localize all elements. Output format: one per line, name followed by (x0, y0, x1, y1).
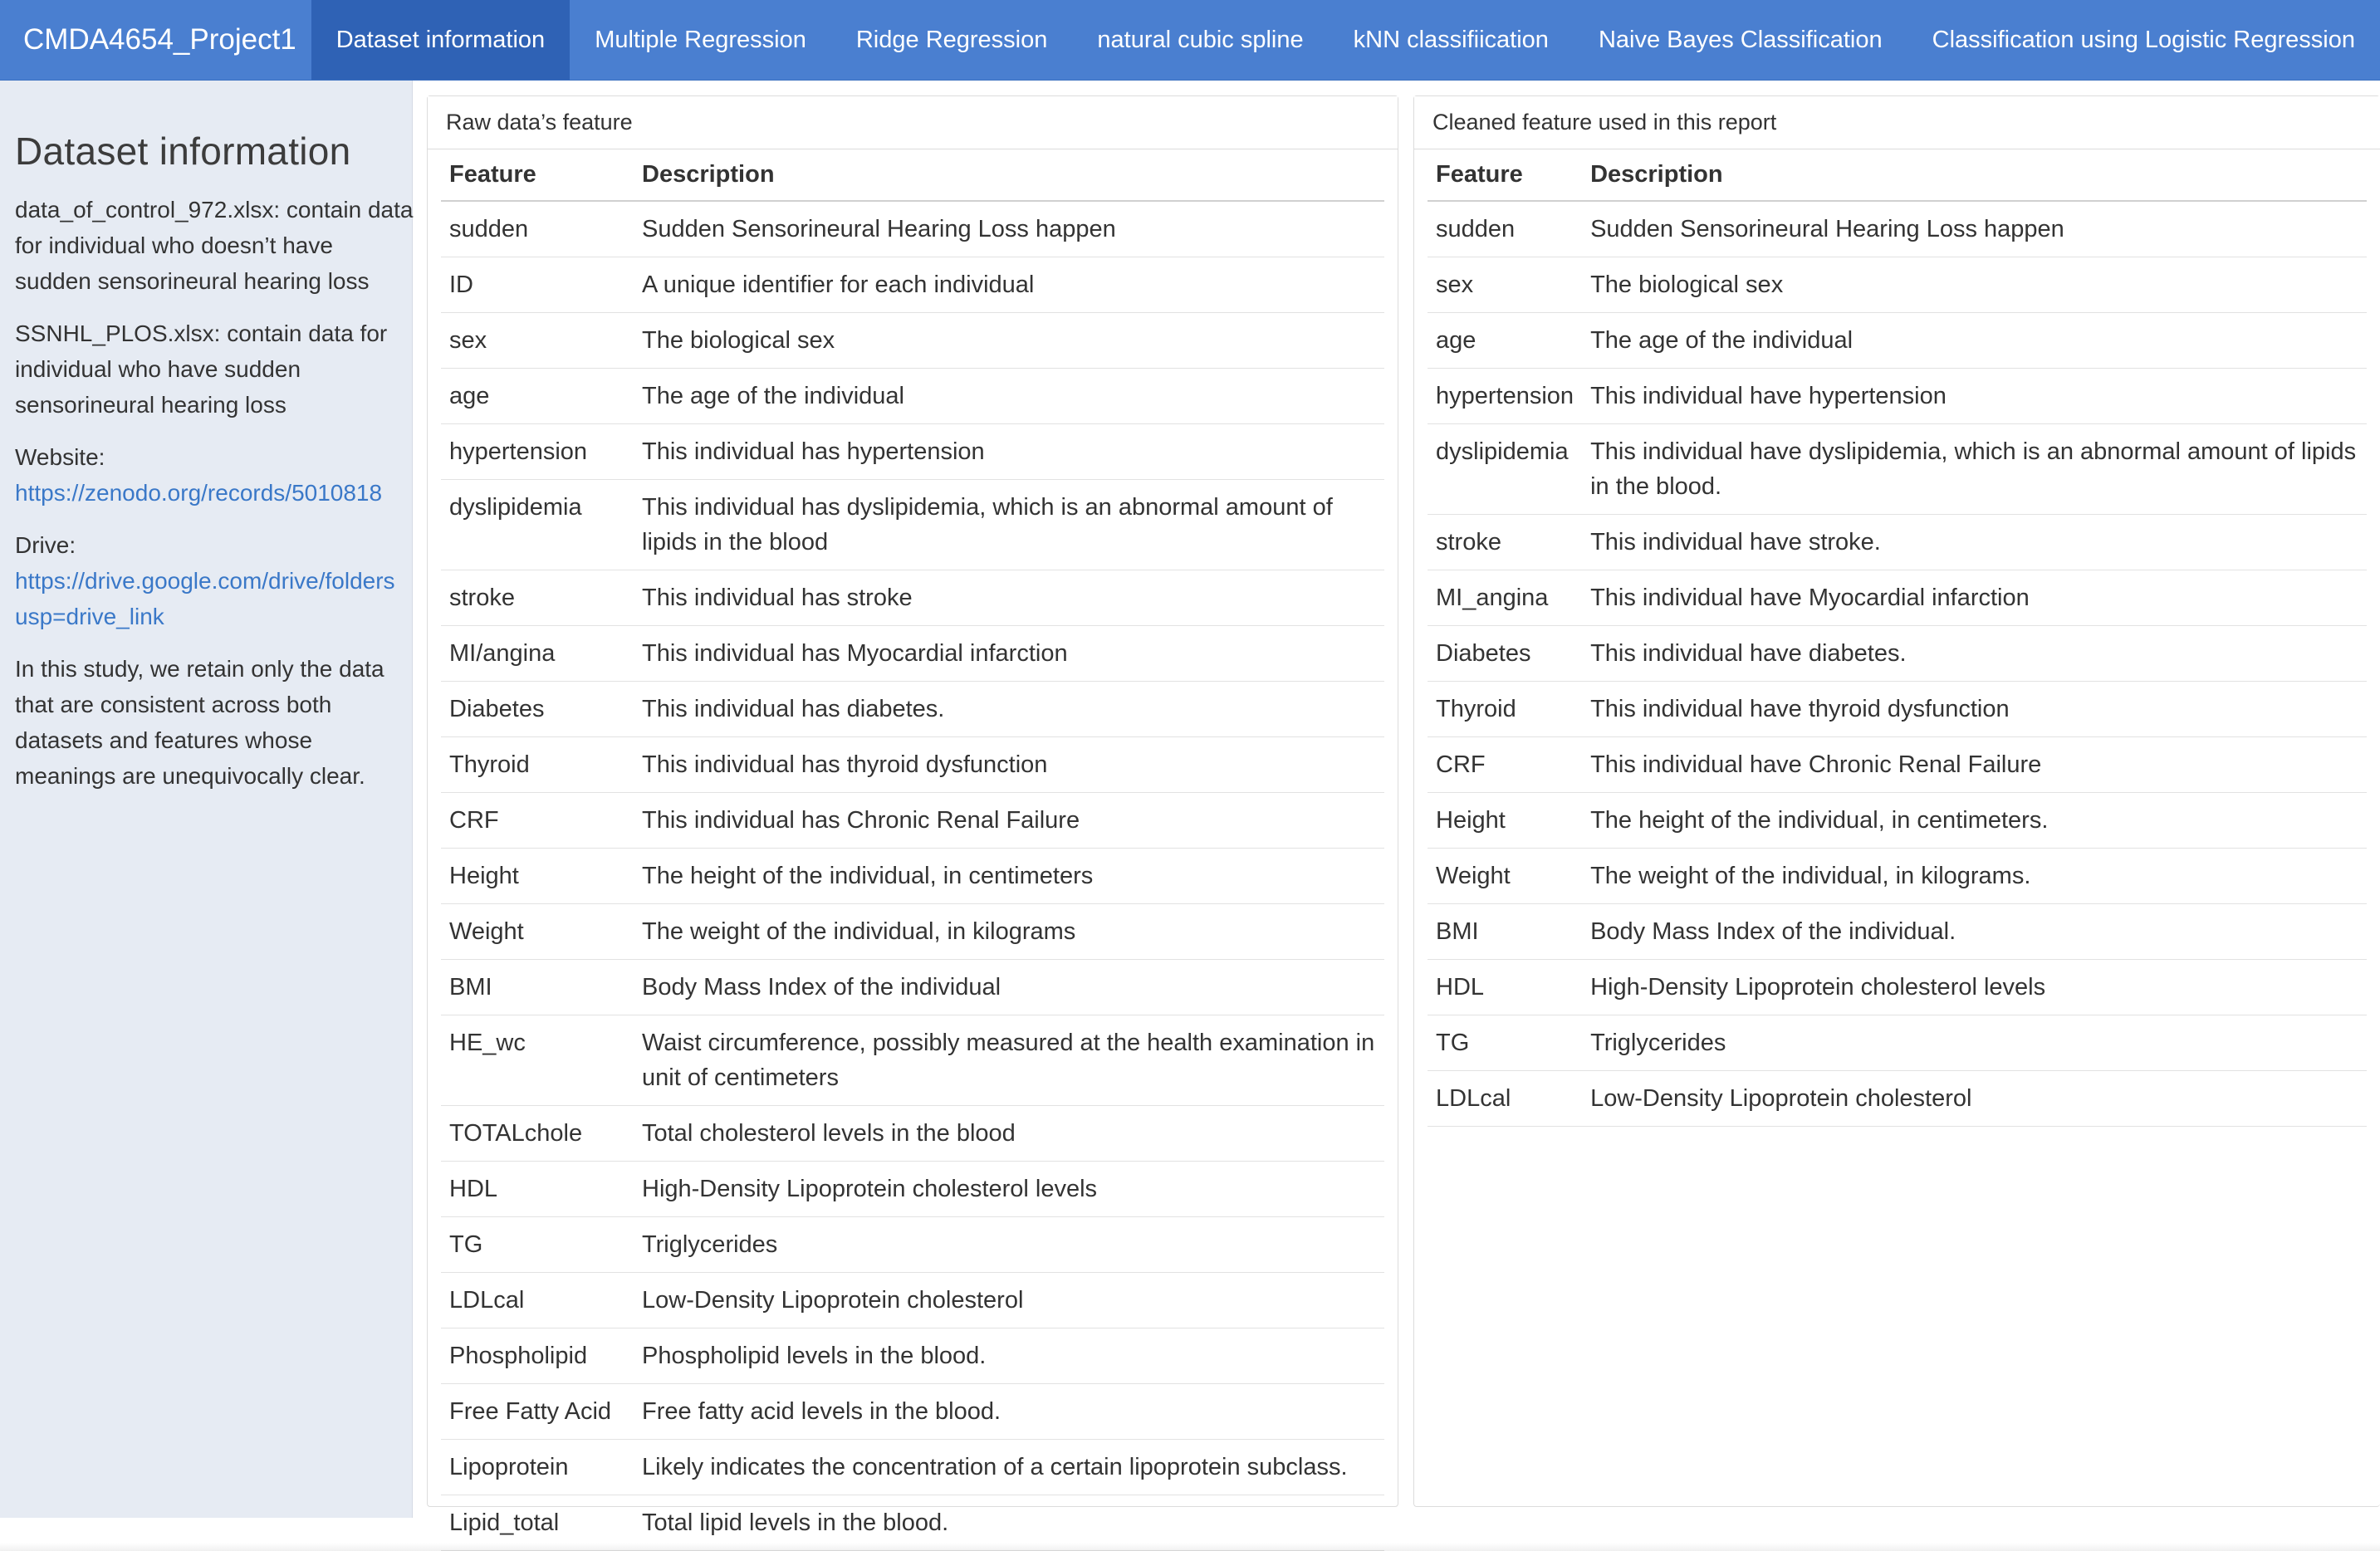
sidebar-control-file-text: data_of_control_972.xlsx: contain data for individual who doesn’t have sudden sensorineural hearing loss (15, 197, 414, 294)
table-row (441, 960, 1384, 1015)
feature-cell: sudden (441, 201, 634, 257)
table-row (1428, 904, 2367, 960)
column-header-description: Description (634, 149, 1384, 201)
feature-cell: HDL (441, 1162, 634, 1217)
description-cell: This individual has diabetes. (634, 682, 1384, 737)
description-cell: The weight of the individual, in kilograms. (1582, 849, 2367, 904)
cleaned-features-panel-header: Cleaned feature used in this report (1414, 96, 2380, 149)
feature-cell: hypertension (1428, 369, 1582, 424)
description-cell: This individual has dyslipidemia, which is an abnormal amount of lipids in the blood (634, 480, 1384, 570)
website-label: Website: (15, 444, 105, 470)
table-row (1428, 570, 2367, 626)
feature-cell: Weight (1428, 849, 1582, 904)
sidebar-website (15, 439, 414, 511)
table-row (441, 1273, 1384, 1328)
table-row (441, 682, 1384, 737)
description-cell: Triglycerides (634, 1217, 1384, 1273)
feature-cell: CRF (1428, 737, 1582, 793)
description-cell: Free fatty acid levels in the blood. (634, 1384, 1384, 1440)
tab-knn-classification[interactable]: kNN classifiication (1353, 26, 1549, 53)
description-cell: The age of the individual (634, 369, 1384, 424)
nav-tabs (311, 0, 2380, 80)
tab-logistic-regression[interactable]: Classification using Logistic Regression (1932, 26, 2355, 53)
feature-cell: dyslipidemia (1428, 424, 1582, 515)
table-row (441, 1217, 1384, 1273)
table-row (1428, 849, 2367, 904)
feature-cell: TOTALchole (441, 1106, 634, 1162)
table-row (1428, 960, 2367, 1015)
description-cell: The biological sex (1582, 257, 2367, 313)
table-header-row (1428, 149, 2367, 201)
feature-cell: stroke (1428, 515, 1582, 570)
feature-cell: TG (1428, 1015, 1582, 1071)
raw-features-table-body (441, 201, 1384, 1551)
tab-natural-cubic-spline[interactable]: natural cubic spline (1097, 26, 1304, 53)
cleaned-features-table (1428, 149, 2367, 1127)
description-cell: Total lipid levels in the blood. (634, 1495, 1384, 1551)
description-cell: This individual have stroke. (1582, 515, 2367, 570)
feature-cell: Diabetes (1428, 626, 1582, 682)
drive-label: Drive: (15, 532, 76, 558)
description-cell: High-Density Lipoprotein cholesterol levels (1582, 960, 2367, 1015)
description-cell: Sudden Sensorineural Hearing Loss happen (634, 201, 1384, 257)
top-navbar (0, 0, 2380, 81)
feature-cell: age (1428, 313, 1582, 369)
description-cell: This individual has thyroid dysfunction (634, 737, 1384, 793)
feature-cell: Thyroid (441, 737, 634, 793)
feature-cell: sex (441, 313, 634, 369)
sidebar-title: Dataset information (15, 130, 351, 173)
description-cell: Sudden Sensorineural Hearing Loss happen (1582, 201, 2367, 257)
table-row (441, 369, 1384, 424)
description-cell: Waist circumference, possibly measured at the health examination in unit of centimeters (634, 1015, 1384, 1106)
description-cell: Total cholesterol levels in the blood (634, 1106, 1384, 1162)
description-cell: This individual has hypertension (634, 424, 1384, 480)
table-row (441, 257, 1384, 313)
feature-cell: sex (1428, 257, 1582, 313)
description-cell: The height of the individual, in centimeters (634, 849, 1384, 904)
feature-cell: Diabetes (441, 682, 634, 737)
tab-multiple-regression[interactable]: Multiple Regression (595, 26, 806, 53)
drive-link-continued[interactable]: usp=drive_link (15, 604, 164, 629)
table-row (441, 904, 1384, 960)
cleaned-features-table-body (1428, 201, 2367, 1127)
table-row (441, 1106, 1384, 1162)
description-cell: Triglycerides (1582, 1015, 2367, 1071)
description-cell: This individual have thyroid dysfunction (1582, 682, 2367, 737)
feature-cell: Thyroid (1428, 682, 1582, 737)
description-cell: This individual have Myocardial infarction (1582, 570, 2367, 626)
table-row (1428, 201, 2367, 257)
table-row (1428, 737, 2367, 793)
raw-features-table (441, 149, 1384, 1551)
tab-dataset-information[interactable]: Dataset information (311, 0, 570, 80)
table-row (441, 849, 1384, 904)
website-link[interactable]: https://zenodo.org/records/5010818 (15, 480, 383, 506)
table-header-row (441, 149, 1384, 201)
feature-cell: Height (441, 849, 634, 904)
feature-cell: TG (441, 1217, 634, 1273)
feature-cell: stroke (441, 570, 634, 626)
feature-cell: dyslipidemia (441, 480, 634, 570)
table-row (1428, 515, 2367, 570)
sidebar-study-note: In this study, we retain only the data that are consistent across both datasets and features whose meanings are unequivocally clear. (15, 656, 384, 789)
feature-cell: LDLcal (441, 1273, 634, 1328)
sidebar-drive (15, 527, 414, 634)
description-cell: Body Mass Index of the individual. (1582, 904, 2367, 960)
description-cell: The weight of the individual, in kilograms (634, 904, 1384, 960)
column-header-feature: Feature (1428, 149, 1582, 201)
app-brand[interactable]: CMDA4654_Project1 (23, 23, 296, 56)
raw-features-panel (427, 95, 1398, 1536)
table-row (441, 1328, 1384, 1384)
description-cell: Body Mass Index of the individual (634, 960, 1384, 1015)
table-row (1428, 369, 2367, 424)
description-cell: The age of the individual (1582, 313, 2367, 369)
feature-cell: Phospholipid (441, 1328, 634, 1384)
feature-cell: BMI (441, 960, 634, 1015)
description-cell: The height of the individual, in centimeters. (1582, 793, 2367, 849)
feature-cell: Height (1428, 793, 1582, 849)
window-bottom-shade (0, 1543, 2380, 1551)
description-cell: Likely indicates the concentration of a certain lipoprotein subclass. (634, 1440, 1384, 1495)
description-cell: Low-Density Lipoprotein cholesterol (1582, 1071, 2367, 1127)
raw-features-panel-header: Raw data’s feature (428, 96, 1398, 149)
cleaned-features-panel (1413, 95, 2380, 1507)
drive-link[interactable]: https://drive.google.com/drive/folders (15, 568, 395, 594)
table-row (441, 1015, 1384, 1106)
feature-cell: MI_angina (1428, 570, 1582, 626)
description-cell: High-Density Lipoprotein cholesterol levels (634, 1162, 1384, 1217)
column-header-description: Description (1582, 149, 2367, 201)
description-cell: This individual has Chronic Renal Failure (634, 793, 1384, 849)
table-row (441, 1440, 1384, 1495)
table-row (441, 424, 1384, 480)
description-cell: This individual have diabetes. (1582, 626, 2367, 682)
description-cell: Low-Density Lipoprotein cholesterol (634, 1273, 1384, 1328)
feature-cell: CRF (441, 793, 634, 849)
feature-cell: Lipoprotein (441, 1440, 634, 1495)
table-row (441, 1162, 1384, 1217)
column-header-feature: Feature (441, 149, 634, 201)
description-cell: The biological sex (634, 313, 1384, 369)
table-row (1428, 313, 2367, 369)
description-cell: This individual have hypertension (1582, 369, 2367, 424)
description-cell: This individual has stroke (634, 570, 1384, 626)
feature-cell: MI/angina (441, 626, 634, 682)
table-row (1428, 793, 2367, 849)
table-row (1428, 424, 2367, 515)
table-row (441, 201, 1384, 257)
table-row (1428, 1015, 2367, 1071)
tab-naive-bayes-classification[interactable]: Naive Bayes Classification (1598, 26, 1883, 53)
table-row (441, 313, 1384, 369)
feature-cell: Lipid_total (441, 1495, 634, 1551)
description-cell: This individual have dyslipidemia, which is an abnormal amount of lipids in the blood. (1582, 424, 2367, 515)
table-row (1428, 682, 2367, 737)
feature-cell: ID (441, 257, 634, 313)
feature-cell: hypertension (441, 424, 634, 480)
table-row (1428, 257, 2367, 313)
feature-cell: HE_wc (441, 1015, 634, 1106)
sidebar (0, 81, 413, 1518)
feature-cell: age (441, 369, 634, 424)
table-row (441, 793, 1384, 849)
feature-cell: Weight (441, 904, 634, 960)
table-row (441, 1384, 1384, 1440)
feature-cell: Free Fatty Acid (441, 1384, 634, 1440)
sidebar-ssnhl-file-text: SSNHL_PLOS.xlsx: contain data for individual who have sudden sensorineural hearing loss (15, 320, 388, 418)
table-row (441, 570, 1384, 626)
table-row (441, 737, 1384, 793)
table-row (1428, 1071, 2367, 1127)
table-row (441, 480, 1384, 570)
table-row (441, 626, 1384, 682)
feature-cell: sudden (1428, 201, 1582, 257)
tab-ridge-regression[interactable]: Ridge Regression (855, 26, 1048, 53)
description-cell: Phospholipid levels in the blood. (634, 1328, 1384, 1384)
table-row (1428, 626, 2367, 682)
description-cell: A unique identifier for each individual (634, 257, 1384, 313)
description-cell: This individual have Chronic Renal Failure (1582, 737, 2367, 793)
feature-cell: LDLcal (1428, 1071, 1582, 1127)
description-cell: This individual has Myocardial infarction (634, 626, 1384, 682)
feature-cell: HDL (1428, 960, 1582, 1015)
feature-cell: BMI (1428, 904, 1582, 960)
